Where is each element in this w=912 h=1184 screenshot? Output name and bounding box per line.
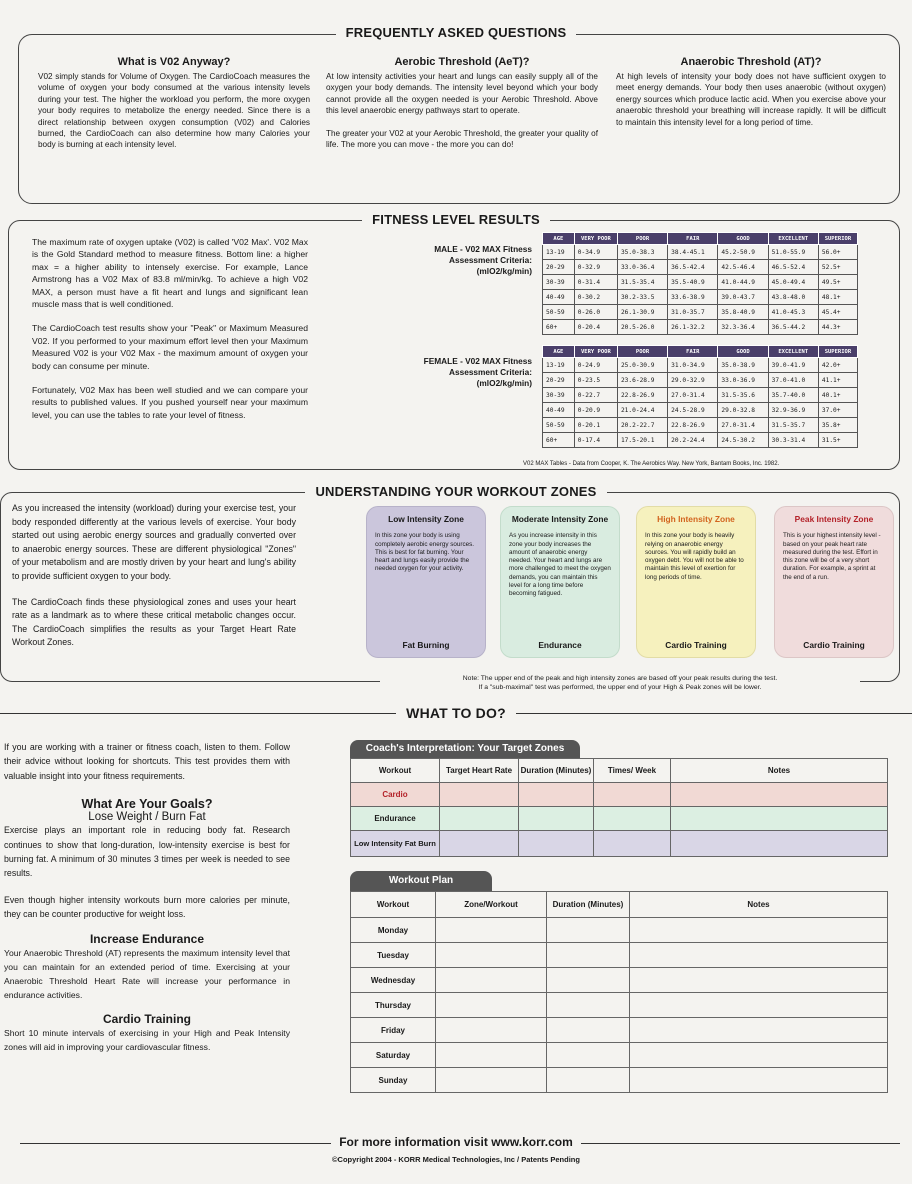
- male-cell: 38.4-45.1: [668, 245, 718, 260]
- female-cell: 0-22.7: [574, 388, 617, 403]
- whattodo-left: [4, 740, 290, 1054]
- female-cell: 24.5-30.2: [718, 433, 768, 448]
- male-cell: 49.5+: [818, 275, 857, 290]
- coach-header: Notes: [671, 759, 888, 783]
- female-row: [543, 433, 858, 448]
- female-row: [543, 373, 858, 388]
- male-cell: 20-29: [543, 260, 575, 275]
- female-cell: 31.0-34.9: [668, 358, 718, 373]
- plan-cell[interactable]: [436, 1043, 547, 1068]
- whattodo-intro: If you are working with a trainer or fitness coach, listen to them. Follow their advice without looking for shortcuts. This test provides them with valuable insight into your fitness requirements.: [4, 742, 290, 781]
- female-header-cell: EXCELLENT: [768, 346, 818, 358]
- male-cell: 45.4+: [818, 305, 857, 320]
- plan-cell[interactable]: [630, 1043, 888, 1068]
- male-cell: 41.0-44.9: [718, 275, 768, 290]
- zone-card-text: In this zone your body is heavily relying on anaerobic energy sources. You will rapidly build an oxygen debt. You will not be able to maintain this level of exertion for long periods of time.: [645, 532, 744, 581]
- female-row: [543, 388, 858, 403]
- female-header-cell: GOOD: [718, 346, 768, 358]
- zone-card-footer: Cardio Training: [665, 639, 727, 650]
- zone-card-low: [366, 506, 486, 658]
- plan-cell[interactable]: [547, 1068, 630, 1093]
- female-cell: 31.5-35.7: [768, 418, 818, 433]
- plan-cell[interactable]: [547, 918, 630, 943]
- male-cell: 0-31.4: [574, 275, 617, 290]
- plan-header: Workout: [351, 892, 436, 918]
- zone-card-title: Peak Intensity Zone: [794, 514, 874, 524]
- male-cell: 48.1+: [818, 290, 857, 305]
- male-row: [543, 305, 858, 320]
- plan-cell[interactable]: [547, 1018, 630, 1043]
- female-cell: 17.5-20.1: [617, 433, 667, 448]
- coach-tab: Coach's Interpretation: Your Target Zones: [350, 740, 580, 758]
- plan-header: Duration (Minutes): [547, 892, 630, 918]
- male-cell: 31.0-35.7: [668, 305, 718, 320]
- plan-cell[interactable]: [547, 943, 630, 968]
- male-cell: 31.5-35.4: [617, 275, 667, 290]
- female-cell: 35.7-40.0: [768, 388, 818, 403]
- male-header-cell: SUPERIOR: [818, 233, 857, 245]
- plan-day: Thursday: [351, 993, 436, 1018]
- plan-cell[interactable]: [436, 993, 547, 1018]
- male-row: [543, 320, 858, 335]
- coach-row-endurance: [351, 807, 888, 831]
- female-cell: 37.0-41.0: [768, 373, 818, 388]
- zones-title: UNDERSTANDING YOUR WORKOUT ZONES: [0, 484, 912, 499]
- zones-text: [12, 502, 296, 650]
- female-cell: 0-17.4: [574, 433, 617, 448]
- faq-col-aet: [326, 56, 598, 150]
- coach-cell[interactable]: [440, 831, 519, 857]
- female-header-cell: FAIR: [668, 346, 718, 358]
- female-label: [400, 356, 532, 389]
- zone-card-title: Low Intensity Zone: [388, 514, 464, 524]
- male-cell: 60+: [543, 320, 575, 335]
- coach-cell[interactable]: [519, 831, 594, 857]
- coach-cell[interactable]: [671, 807, 888, 831]
- faq-col-vo2: [38, 56, 310, 151]
- female-cell: 22.8-26.9: [668, 418, 718, 433]
- coach-cell[interactable]: [440, 783, 519, 807]
- lose-title: Lose Weight / Burn Fat: [88, 811, 206, 824]
- male-cell: 26.1-30.9: [617, 305, 667, 320]
- whattodo-title: WHAT TO DO?: [0, 705, 912, 721]
- female-cell: 33.0-36.9: [718, 373, 768, 388]
- plan-cell[interactable]: [630, 943, 888, 968]
- coach-row-cardio: [351, 783, 888, 807]
- coach-cell[interactable]: [671, 831, 888, 857]
- coach-row-label: Cardio: [351, 783, 440, 807]
- plan-tab: Workout Plan: [350, 871, 492, 891]
- female-row: [543, 418, 858, 433]
- female-cell: 31.5-35.6: [718, 388, 768, 403]
- male-cell: 44.3+: [818, 320, 857, 335]
- coach-cell[interactable]: [594, 831, 671, 857]
- male-header-cell: GOOD: [718, 233, 768, 245]
- coach-header: Target Heart Rate: [440, 759, 519, 783]
- male-cell: 45.0-49.4: [768, 275, 818, 290]
- female-cell: 27.0-31.4: [718, 418, 768, 433]
- lose-p1: Exercise plays an important role in reducing body fat. Research continues to show that long-duration, low-intensity exercise is best for burning fat. A minimum of 30 minutes 3 times per week is needed to see results.: [4, 825, 290, 879]
- male-cell: 33.0-36.4: [617, 260, 667, 275]
- plan-cell[interactable]: [547, 968, 630, 993]
- plan-cell[interactable]: [436, 968, 547, 993]
- female-cell: 0-20.1: [574, 418, 617, 433]
- female-cell: 60+: [543, 433, 575, 448]
- footer-info: For more information visit www.korr.com: [0, 1135, 912, 1149]
- female-cell: 35.8+: [818, 418, 857, 433]
- coach-cell[interactable]: [440, 807, 519, 831]
- zone-card-footer: Endurance: [538, 639, 582, 650]
- male-cell: 30-39: [543, 275, 575, 290]
- female-cell: 40-49: [543, 403, 575, 418]
- female-cell: 32.9-36.9: [768, 403, 818, 418]
- male-cell: 46.5-52.4: [768, 260, 818, 275]
- male-cell: 30.2-33.5: [617, 290, 667, 305]
- plan-table: [350, 891, 888, 1093]
- coach-header: Duration (Minutes): [519, 759, 594, 783]
- male-cell: 50-59: [543, 305, 575, 320]
- coach-header: Times/ Week: [594, 759, 671, 783]
- male-cell: 52.5+: [818, 260, 857, 275]
- coach-row-label: Low Intensity Fat Burn: [351, 831, 440, 857]
- female-cell: 20-29: [543, 373, 575, 388]
- zones-p2: The CardioCoach finds these physiological zones and uses your heart rate as a landmark as to where these critical metabolic changes occur. The CardioCoach simplifies the results as your Target Heart Rate Workout Zones.: [12, 596, 296, 648]
- plan-cell[interactable]: [436, 918, 547, 943]
- male-cell: 0-26.0: [574, 305, 617, 320]
- plan-cell[interactable]: [436, 943, 547, 968]
- fitness-p1: The maximum rate of oxygen uptake (V02) is called 'V02 Max'. V02 Max is the Gold Standard method to measure fitness. Bottom line: a higher max = a higher ability to intensely exercise. For example, Lance Armstrong has a V02 Max of 83.8 ml/min/kg. To achieve a high V02 MAX, a person must have a fit heart and lungs and significant lean muscle mass that is well conditioned.: [32, 237, 308, 310]
- female-cell: 13-19: [543, 358, 575, 373]
- female-row: [543, 403, 858, 418]
- male-row: [543, 275, 858, 290]
- vo2-source: V02 MAX Tables - Data from Cooper, K. The Aerobics Way. New York, Bantam Books, Inc. 1982.: [520, 461, 782, 467]
- plan-cell[interactable]: [547, 1043, 630, 1068]
- male-row: [543, 260, 858, 275]
- male-cell: 45.2-50.9: [718, 245, 768, 260]
- male-cell: 0-20.4: [574, 320, 617, 335]
- male-cell: 20.5-26.0: [617, 320, 667, 335]
- female-label-line: (mlO2/kg/min): [476, 378, 532, 388]
- faq-title: FREQUENTLY ASKED QUESTIONS: [0, 25, 912, 40]
- plan-header: Notes: [630, 892, 888, 918]
- faq-col-text: At low intensity activities your heart and lungs can easily supply all of the oxygen your body demands. The intensity level beyond which your body cannot provide all the oxygen needed is your Aerobic Threshold. Above this level anaerobic energy pathways start to operate.: [326, 72, 598, 116]
- faq-col-title: Anaerobic Threshold (AT)?: [680, 56, 822, 68]
- female-cell: 42.0+: [818, 358, 857, 373]
- male-cell: 35.5-40.9: [668, 275, 718, 290]
- fitness-title: FITNESS LEVEL RESULTS: [0, 212, 912, 227]
- lose-p2: Even though higher intensity workouts burn more calories per minute, they can be counter productive for weight loss.: [4, 894, 290, 920]
- zone-card-footer: Cardio Training: [803, 639, 865, 650]
- coach-cell[interactable]: [594, 783, 671, 807]
- female-cell: 20.2-22.7: [617, 418, 667, 433]
- fitness-p2: The CardioCoach test results show your "Peak" or Maximum Measured V02. If you performed to your maximum effort level then your Maximum Measured V02 is your V02 Max - the maximum amount of oxygen your body can consume per minute.: [32, 323, 308, 371]
- zone-card-moderate: [500, 506, 620, 658]
- male-cell: 42.5-46.4: [718, 260, 768, 275]
- coach-row-fatburn: [351, 831, 888, 857]
- male-cell: 35.0-38.3: [617, 245, 667, 260]
- endurance-p: Your Anaerobic Threshold (AT) represents the maximum intensity level that you can maintain for an extended period of time. Exercising at your Anaerobic Threshold Heart Rate will increase your performance in endurance activities.: [4, 947, 290, 1000]
- zone-card-peak: [774, 506, 894, 658]
- male-cell: 35.8-40.9: [718, 305, 768, 320]
- plan-day: Tuesday: [351, 943, 436, 968]
- male-cell: 56.0+: [818, 245, 857, 260]
- female-header-cell: VERY POOR: [574, 346, 617, 358]
- female-cell: 0-24.9: [574, 358, 617, 373]
- faq-col-text-2: The greater your V02 at your Aerobic Threshold, the greater your quality of life. The more you can move - the more you can do!: [326, 128, 598, 150]
- zone-card-footer: Fat Burning: [402, 639, 450, 650]
- plan-header: Zone/Workout: [436, 892, 547, 918]
- female-cell: 27.0-31.4: [668, 388, 718, 403]
- plan-cell[interactable]: [630, 1018, 888, 1043]
- faq-col-text: At high levels of intensity your body does not have sufficient oxygen to meet energy demands. Your body then uses anaerobic (without oxygen) energy sources which produce lactic acid. When you exercise above your anaerobic threshold your breathing will increase rapidly. It will be difficult to maintain this intensity level for a long period of time.: [616, 72, 886, 127]
- coach-header: Workout: [351, 759, 440, 783]
- coach-cell[interactable]: [519, 783, 594, 807]
- male-header-cell: POOR: [617, 233, 667, 245]
- female-label-line: FEMALE - V02 MAX Fitness: [423, 356, 532, 366]
- female-cell: 25.0-30.9: [617, 358, 667, 373]
- female-cell: 24.5-28.9: [668, 403, 718, 418]
- male-header-cell: EXCELLENT: [768, 233, 818, 245]
- male-label: [400, 244, 532, 277]
- male-row: [543, 290, 858, 305]
- female-cell: 22.8-26.9: [617, 388, 667, 403]
- goals-title: What Are Your Goals?: [81, 797, 213, 812]
- plan-day: Saturday: [351, 1043, 436, 1068]
- zones-note-line: Note: The upper end of the peak and high intensity zones are based off your peak results during the test.: [462, 675, 778, 682]
- female-cell: 37.0+: [818, 403, 857, 418]
- male-cell: 33.6-38.9: [668, 290, 718, 305]
- female-cell: 0-23.5: [574, 373, 617, 388]
- male-label-line: MALE - V02 MAX Fitness: [434, 244, 532, 254]
- male-cell: 13-19: [543, 245, 575, 260]
- plan-cell[interactable]: [630, 993, 888, 1018]
- cardio-p: Short 10 minute intervals of exercising in your High and Peak Intensity zones will aid in improving your cardiovascular fitness.: [4, 1027, 290, 1052]
- zone-card-text: In this zone your body is using completely aerobic energy sources. This is best for fat burning. Your heart and lungs easily provide the needed oxygen for your activity.: [375, 532, 475, 573]
- male-cell: 40-49: [543, 290, 575, 305]
- male-header-cell: VERY POOR: [574, 233, 617, 245]
- zones-note: [380, 674, 860, 692]
- female-cell: 31.5+: [818, 433, 857, 448]
- male-cell: 0-30.2: [574, 290, 617, 305]
- plan-cell[interactable]: [547, 993, 630, 1018]
- zone-card-text: As you increase intensity in this zone your body increases the amount of anaerobic energy needed. Your heart and lungs are more challenged to meet the oxygen demands, you can maintain this level for a long time before becoming fatigued.: [509, 532, 611, 598]
- female-header-cell: AGE: [543, 346, 575, 358]
- female-header-cell: SUPERIOR: [818, 346, 857, 358]
- male-cell: 0-32.9: [574, 260, 617, 275]
- male-cell: 39.0-43.7: [718, 290, 768, 305]
- female-cell: 39.0-41.9: [768, 358, 818, 373]
- fitness-p3: Fortunately, V02 Max has been well studied and we can compare your results to published values. If you pushed yourself near your maximum level, you can use the tables to rate your level of fitness.: [32, 385, 308, 420]
- zone-card-text: This is your highest intensity level - based on your peak heart rate measured during the test. Effort in this zone will be of a very short duration. For example, a sprint at the end of a run.: [783, 532, 881, 581]
- male-header-cell: FAIR: [668, 233, 718, 245]
- male-row: [543, 245, 858, 260]
- coach-cell[interactable]: [671, 783, 888, 807]
- male-cell: 36.5-42.4: [668, 260, 718, 275]
- faq-col-title: What is V02 Anyway?: [117, 56, 231, 68]
- female-cell: 50-59: [543, 418, 575, 433]
- male-cell: 26.1-32.2: [668, 320, 718, 335]
- female-header-cell: POOR: [617, 346, 667, 358]
- male-cell: 43.8-48.0: [768, 290, 818, 305]
- male-cell: 0-34.9: [574, 245, 617, 260]
- plan-day: Monday: [351, 918, 436, 943]
- male-cell: 36.5-44.2: [768, 320, 818, 335]
- faq-col-at: [616, 56, 886, 128]
- female-cell: 29.0-32.8: [718, 403, 768, 418]
- male-cell: 41.0-45.3: [768, 305, 818, 320]
- female-label-line: Assessment Criteria:: [448, 367, 532, 377]
- fitness-text: [32, 236, 308, 421]
- female-row: [543, 358, 858, 373]
- plan-cell[interactable]: [630, 1068, 888, 1093]
- female-cell: 30-39: [543, 388, 575, 403]
- plan-cell[interactable]: [630, 918, 888, 943]
- faq-col-text: V02 simply stands for Volume of Oxygen. The CardioCoach measures the volume of oxygen your body consumed at the various intensity levels during your test. The higher the workload you perform, the more oxygen your body requires to metabolize the energy needed. Since there is a direct relationship between oxygen consumption (V02) and Calories burned, the CardioCoach can also determine how many Calories your body is burning at each intensity level.: [38, 72, 310, 150]
- plan-day: Friday: [351, 1018, 436, 1043]
- male-cell: 32.3-36.4: [718, 320, 768, 335]
- female-cell: 23.6-28.9: [617, 373, 667, 388]
- male-vo2-table: [542, 232, 858, 335]
- coach-cell[interactable]: [519, 807, 594, 831]
- male-label-line: (mlO2/kg/min): [476, 266, 532, 276]
- female-cell: 20.2-24.4: [668, 433, 718, 448]
- coach-table: [350, 758, 888, 857]
- male-cell: 51.0-55.9: [768, 245, 818, 260]
- female-cell: 29.0-32.9: [668, 373, 718, 388]
- cardio-title: Cardio Training: [102, 1011, 191, 1026]
- male-label-line: Assessment Criteria:: [448, 255, 532, 265]
- endurance-title: Increase Endurance: [89, 931, 205, 946]
- coach-row-label: Endurance: [351, 807, 440, 831]
- female-cell: 30.3-31.4: [768, 433, 818, 448]
- faq-col-title: Aerobic Threshold (AeT)?: [394, 56, 530, 68]
- female-cell: 21.0-24.4: [617, 403, 667, 418]
- female-cell: 40.1+: [818, 388, 857, 403]
- plan-cell[interactable]: [630, 968, 888, 993]
- female-cell: 0-20.9: [574, 403, 617, 418]
- plan-cell[interactable]: [436, 1068, 547, 1093]
- female-cell: 41.1+: [818, 373, 857, 388]
- plan-day: Wednesday: [351, 968, 436, 993]
- male-header-cell: AGE: [543, 233, 575, 245]
- zones-p1: As you increased the intensity (workload) during your exercise test, your body responded differently at the various levels of exercise. Your body started out using aerobic energy sources and gradually converted over to anaerobic energy sources. These are different physiological "Zones" of your metabolism and are mostly driven by your heart and lung's ability to provide sufficient oxygen to your body.: [12, 503, 296, 581]
- female-vo2-table: [542, 345, 858, 448]
- zones-note-line: If a "sub-maximal" test was performed, the upper end of your High & Peak zones will be lower.: [478, 684, 762, 691]
- zone-card-title: High Intensity Zone: [657, 514, 735, 524]
- coach-cell[interactable]: [594, 807, 671, 831]
- zone-card-high: [636, 506, 756, 658]
- footer-copyright: ©Copyright 2004 - KORR Medical Technologies, Inc / Patents Pending: [332, 1155, 580, 1164]
- plan-day: Sunday: [351, 1068, 436, 1093]
- zone-card-title: Moderate Intensity Zone: [511, 514, 609, 524]
- plan-cell[interactable]: [436, 1018, 547, 1043]
- female-cell: 35.0-38.9: [718, 358, 768, 373]
